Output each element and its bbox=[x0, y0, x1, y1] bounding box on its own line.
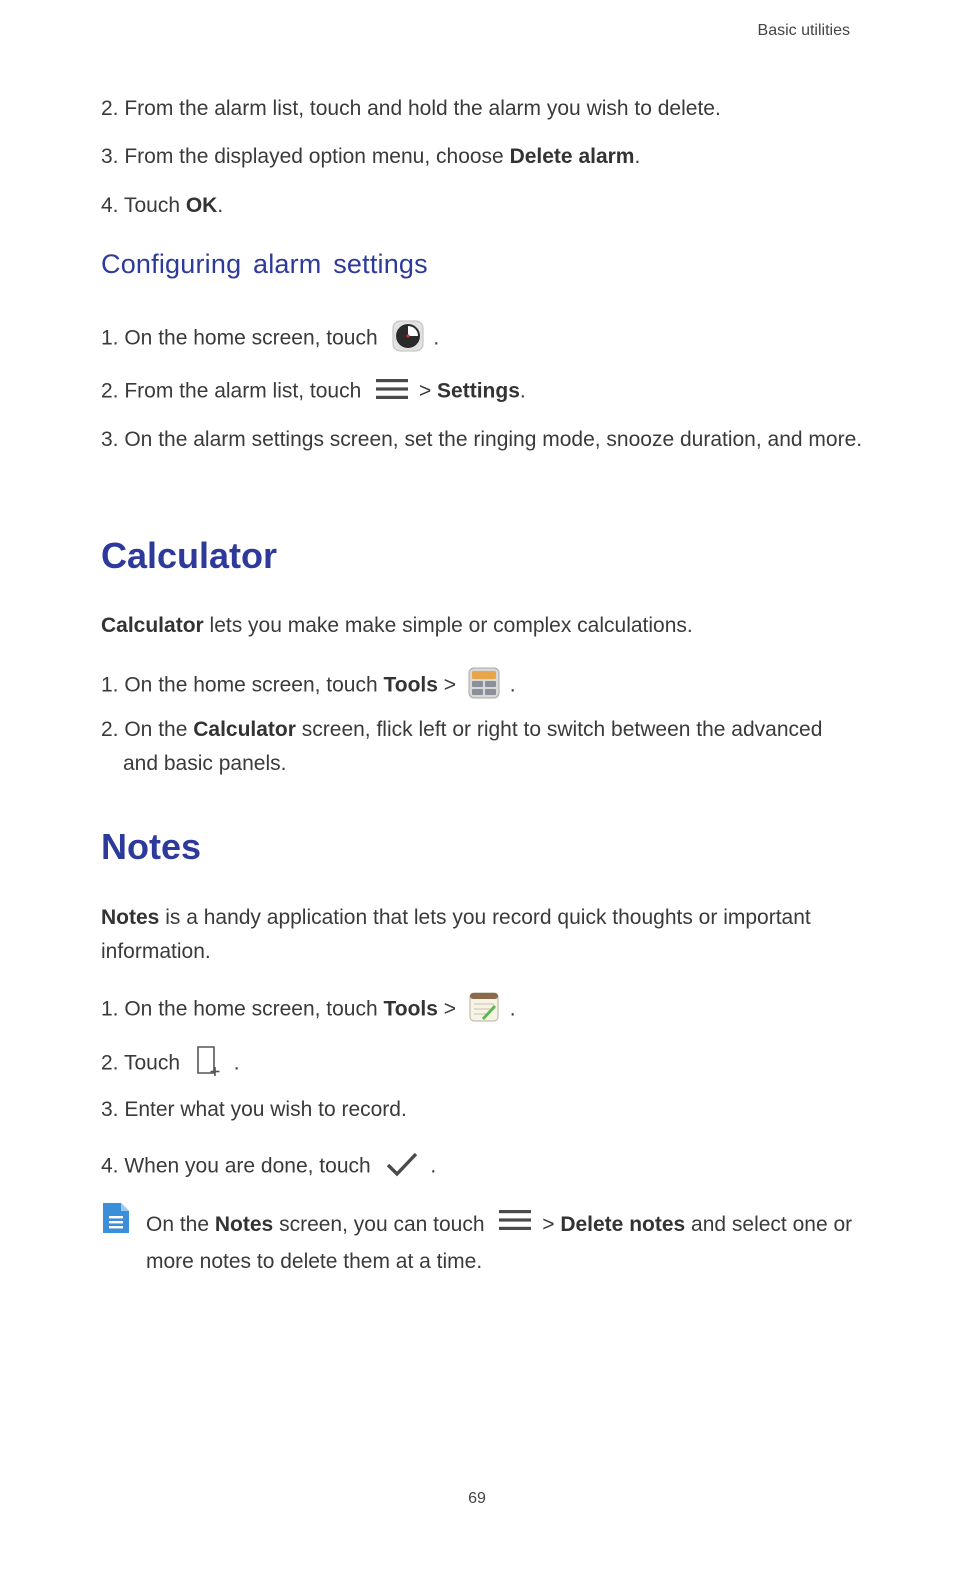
notes-app-icon bbox=[468, 991, 500, 1029]
step-text: > bbox=[413, 379, 438, 403]
step-text: . bbox=[509, 997, 516, 1021]
bold-term: Settings bbox=[437, 379, 520, 403]
step-text: 1. On the home screen, touch bbox=[101, 673, 384, 697]
notes-step-1 bbox=[101, 991, 516, 1029]
notes-tip bbox=[146, 1207, 856, 1279]
step-text: > bbox=[437, 997, 462, 1021]
bold-term: OK bbox=[185, 194, 218, 217]
running-header: Basic utilities bbox=[757, 22, 850, 39]
config-step-3: 3. On the alarm settings screen, set the ringing mode, snooze duration, and more. bbox=[101, 428, 863, 451]
config-step-2 bbox=[101, 376, 526, 408]
config-step-1 bbox=[101, 320, 439, 358]
bold-term: Notes bbox=[214, 1213, 274, 1237]
calculator-step-1 bbox=[101, 667, 516, 705]
calculator-intro bbox=[101, 614, 693, 638]
clock-app-icon bbox=[392, 320, 424, 358]
step-text: 3. From the displayed option menu, choose bbox=[101, 145, 510, 168]
bold-term: Delete notes bbox=[560, 1213, 686, 1237]
step-text: screen, flick left or right to switch between the advanced and basic panels. bbox=[123, 718, 823, 775]
step-text: 4. When you are done, touch bbox=[101, 1154, 371, 1178]
bold-term: Delete alarm bbox=[509, 145, 635, 168]
step-text: 2. From the alarm list, touch bbox=[101, 379, 362, 403]
notes-step-4 bbox=[101, 1150, 436, 1184]
bold-term: Calculator bbox=[193, 718, 296, 741]
page-number: 69 bbox=[468, 1490, 486, 1507]
step-text: > bbox=[437, 673, 462, 697]
step-text: 1. On the home screen, touch bbox=[101, 997, 384, 1021]
tip-text: > bbox=[536, 1213, 561, 1237]
step-text: . bbox=[509, 673, 516, 697]
notes-step-3: 3. Enter what you wish to record. bbox=[101, 1098, 407, 1121]
section-heading-notes: Notes bbox=[101, 826, 202, 867]
notes-step-2 bbox=[101, 1045, 240, 1083]
step-text: 1. On the home screen, touch bbox=[101, 326, 378, 350]
tip-text: On the bbox=[146, 1213, 215, 1237]
calculator-step-2 bbox=[101, 713, 863, 781]
checkmark-icon bbox=[385, 1150, 419, 1184]
calculator-app-icon bbox=[468, 667, 500, 705]
new-note-icon bbox=[196, 1045, 222, 1083]
delete-alarm-step-4 bbox=[101, 194, 223, 218]
step-text: . bbox=[430, 1154, 437, 1178]
menu-icon bbox=[375, 376, 409, 408]
bold-term: Calculator bbox=[101, 614, 204, 637]
section-heading-calculator: Calculator bbox=[101, 535, 278, 576]
notes-intro bbox=[101, 901, 841, 969]
section-heading-config: Configuring alarm settings bbox=[101, 249, 428, 279]
intro-text: is a handy application that lets you record quick thoughts or important information. bbox=[101, 906, 811, 963]
tip-text: screen, you can touch bbox=[273, 1213, 485, 1237]
step-text: . bbox=[433, 326, 440, 350]
step-text: 2. On the bbox=[101, 718, 194, 741]
bold-term: Tools bbox=[383, 997, 438, 1021]
menu-icon bbox=[498, 1207, 532, 1244]
bold-term: Notes bbox=[101, 906, 160, 929]
delete-alarm-step-2: 2. From the alarm list, touch and hold the alarm you wish to delete. bbox=[101, 97, 721, 120]
step-text: 4. Touch bbox=[101, 194, 186, 217]
step-text: . bbox=[217, 194, 224, 217]
delete-alarm-step-3 bbox=[101, 145, 640, 169]
bold-term: Tools bbox=[383, 673, 438, 697]
step-text: . bbox=[519, 379, 526, 403]
intro-text: lets you make make simple or complex calculations. bbox=[203, 614, 693, 637]
step-text: . bbox=[233, 1051, 240, 1075]
tip-text: and select one or more notes to delete them at a time. bbox=[146, 1213, 853, 1273]
step-text: . bbox=[634, 145, 641, 168]
step-text: 2. Touch bbox=[101, 1051, 181, 1075]
note-document-icon bbox=[101, 1201, 131, 1240]
